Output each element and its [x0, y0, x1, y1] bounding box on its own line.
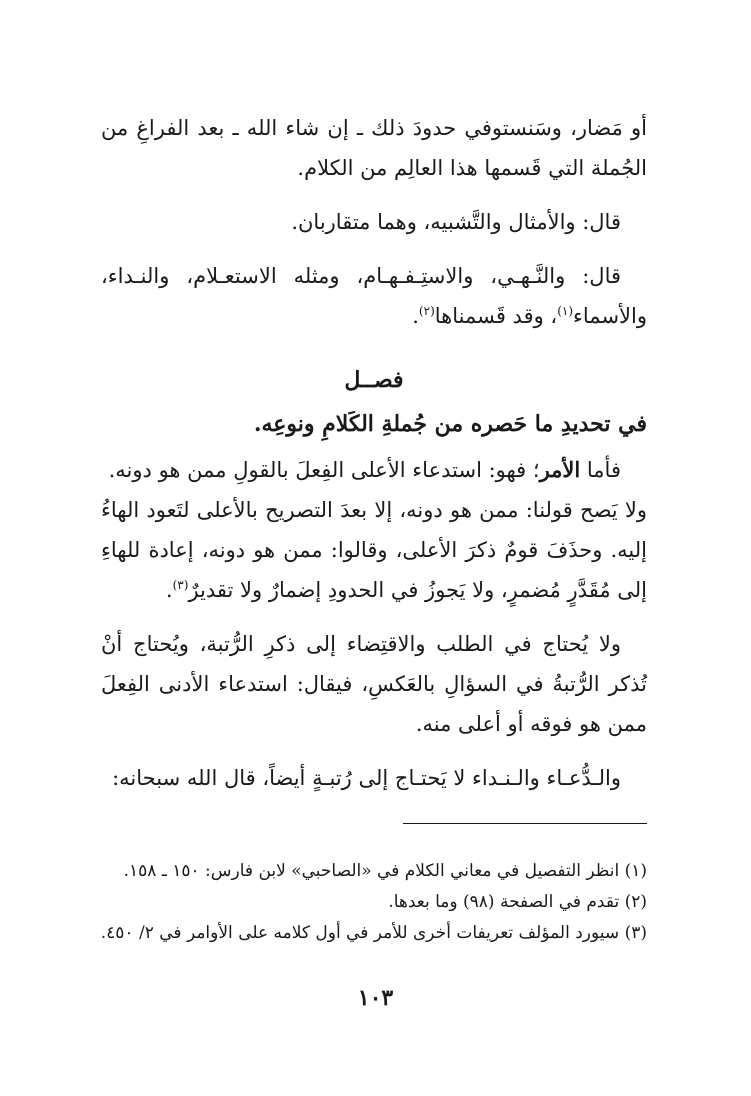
paragraph-talab: ولا يُحتاج في الطلب والاقتِضاء إلى ذكرِ الرُّتبة، ويُحتاج أنْ تُذكر الرُّتبةُ في السؤالِ بالعَكسِ، فيقال: استدعاء الأدنى الفِعلَ ممن هو فوقه أو أعلى منه. [101, 632, 647, 736]
section-subheading: في تحديدِ ما حَصره من جُملةِ الكَلامِ ونوعِه. [253, 411, 647, 437]
footnote-2: (٢) تقدم في الصفحة (٩٨) وما بعدها. [388, 892, 647, 912]
paragraph-dua: والـدُّعـاء والـنـداء لا يَحتـاج إلى رُتبـةٍ أيضاً، قال الله سبحانه: [112, 766, 621, 790]
paragraph-continuation: أو مَضار، وسَنستوفي حدودَ ذلك ـ إن شاء الله ـ بعد الفراغِ من الجُملة التي قَسمها هذا العالِم من الكلام. [101, 116, 647, 180]
main-text [101, 108, 647, 798]
footnote-ref-2[interactable]: (٢) [418, 304, 435, 318]
section-heading: فصــل [344, 367, 404, 393]
amr-definition-text: ؛ فهو: استدعاء الأعلى الفِعلَ بالقولِ ممن هو دونه. [108, 458, 540, 482]
footnote-3: (٣) سيورد المؤلف تعريفات أخرى للأمر في أول كلامه على الأوامر في ٢/ ٤٥٠. [100, 923, 647, 943]
paragraph-nahy-end: . [412, 304, 419, 328]
footnote-1: (١) انظر التفصيل في معاني الكلام في «الصاحبي» لابن فارس: ١٥٠ ـ ١٥٨. [123, 861, 647, 881]
page-number: ١٠٣ [357, 985, 394, 1011]
footnotes [87, 856, 647, 949]
amr-explanation-text: ولا يَصح قولنا: ممن هو دونه، إلا بعدَ التصريح بالأعلى لتَعود الهاءُ إليه. وحذَفَ قومٌ ذكرَ الأعلى، وقالوا: ممن هو دونه، إعادة للهاءِ إلى مُقَدَّرٍ مُضمرٍ، ولا يَجوزُ في الحدودِ إضمارٌ ولا تقديرٌ [101, 498, 647, 602]
paragraph-amr-definition [101, 450, 647, 490]
paragraph-amthal: قال: والأمثال والتَّشبيه، وهما متقاربان. [291, 210, 621, 234]
amr-lead: فأما [580, 458, 621, 482]
footnote-divider [403, 823, 647, 824]
paragraph-nahy-cont: ، وقد قَسمناها [434, 304, 558, 328]
footnote-ref-1[interactable]: (١) [557, 304, 574, 318]
footnote-ref-3[interactable]: (٣) [172, 578, 189, 592]
amr-term: الأمر [539, 457, 581, 482]
amr-explanation-end: . [165, 578, 173, 602]
paragraph-nahy [101, 256, 647, 336]
paragraph-amr-explanation [101, 490, 647, 610]
paragraph-nahy-text: قال: والنَّـهـي، والاستِـفـهـام، ومثله الاستعـلام، والنـداء، والأسماء [101, 264, 647, 328]
